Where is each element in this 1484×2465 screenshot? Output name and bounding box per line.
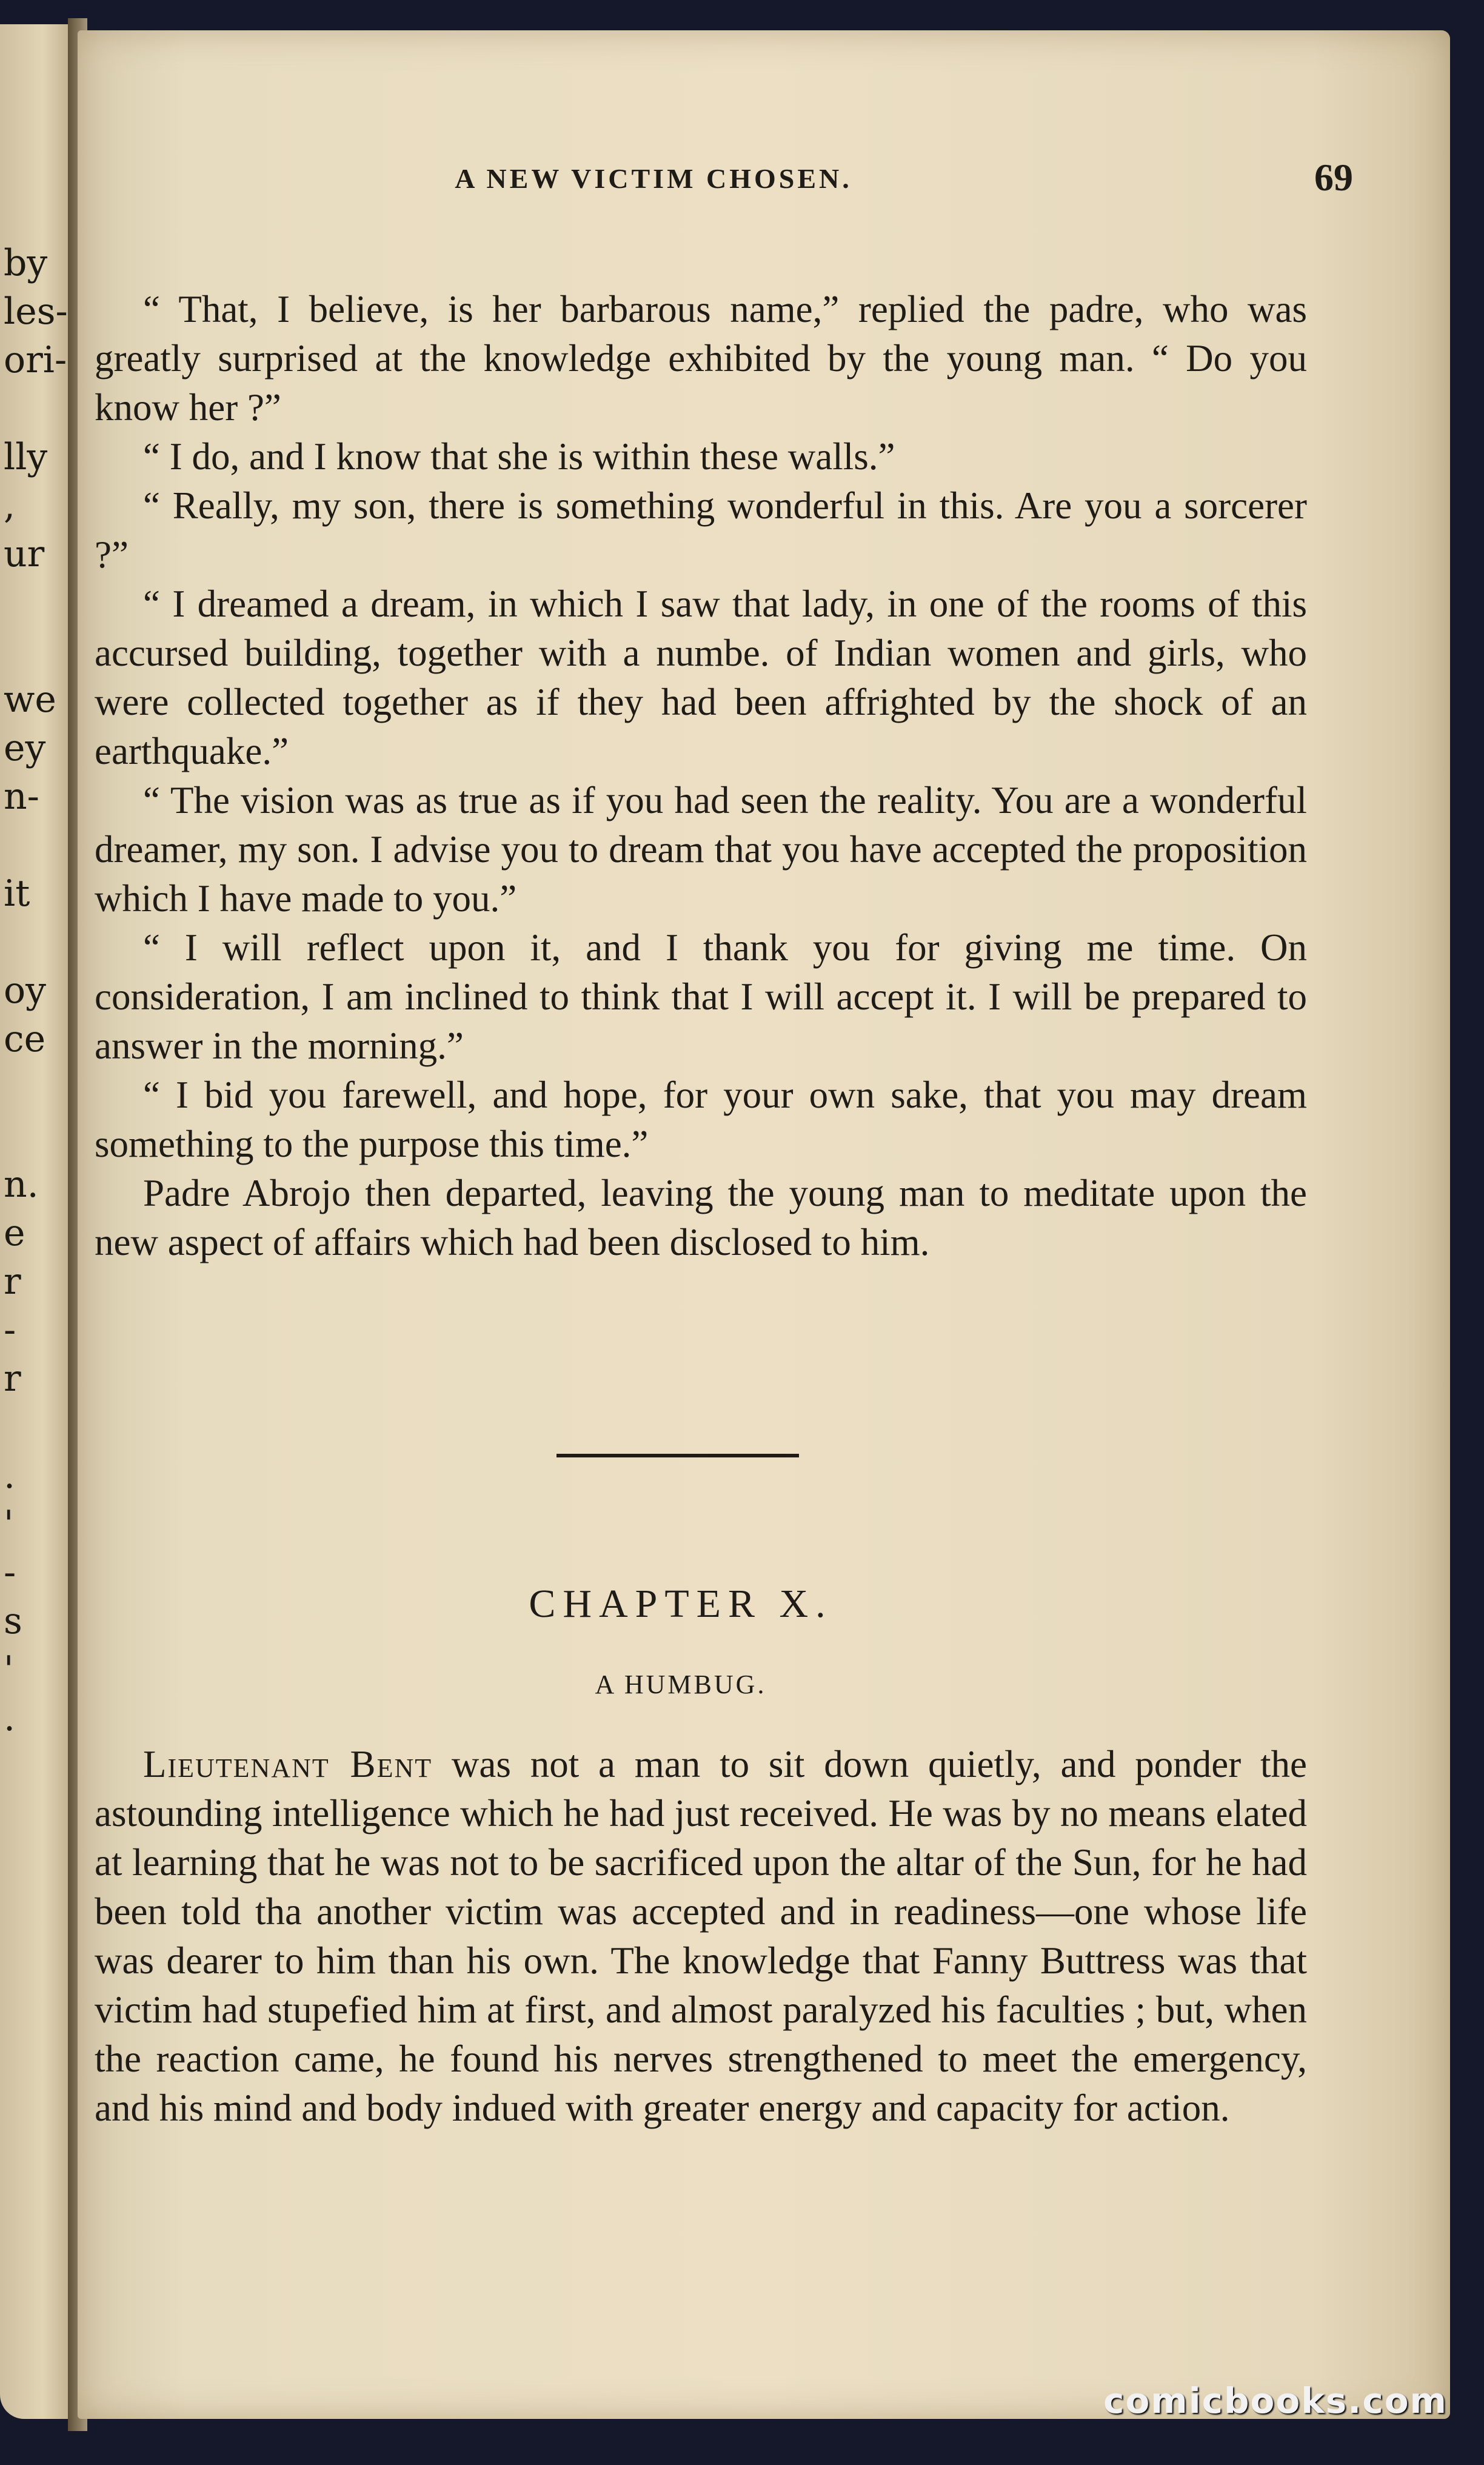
left-page-fragment: by <box>4 242 48 284</box>
left-page-fragment: s <box>4 1600 22 1642</box>
left-page-fragment: r <box>4 1260 21 1303</box>
paragraph: Padre Abrojo then departed, leaving the young man to meditate upon the new aspect of affairs which had been disclosed to him. <box>95 1172 1307 1263</box>
left-page-fragment: - <box>4 1551 16 1594</box>
left-page-fragment: - <box>4 1309 16 1351</box>
left-page-fragment: ce <box>4 1018 46 1060</box>
page-number: 69 <box>1314 156 1353 199</box>
paragraph: “ I bid you farewell, and hope, for your own sake, that you may dream something to the purpose this time.” <box>95 1074 1307 1165</box>
left-page-fragment: n- <box>4 775 39 818</box>
left-page-fragment: ey <box>4 727 46 769</box>
left-page-fragment: it <box>4 872 30 915</box>
running-head: A NEW VICTIM CHOSEN. <box>455 163 852 194</box>
paragraph <box>95 1740 1307 2133</box>
left-page-fragment: ori- <box>4 339 67 381</box>
left-page-fragment: les- <box>4 290 68 333</box>
left-page-fragment: n. <box>4 1163 39 1206</box>
left-page-fragment: . <box>4 1697 16 1739</box>
section-divider-rule <box>556 1454 799 1457</box>
left-page-fragment: we <box>4 678 56 721</box>
paragraph: “ I do, and I know that she is within these walls.” <box>143 435 895 478</box>
left-page-fragment: . <box>4 1454 16 1497</box>
paragraph: “ The vision was as true as if you had seen the reality. You are a wonderful dreamer, my son. I advise you to dream that you have accepted the proposition which I have made to you.” <box>95 779 1307 920</box>
book-page <box>78 30 1450 2419</box>
lead-in-small-caps: Lieutenant Bent <box>143 1743 433 1785</box>
left-page-fragment: , <box>4 484 16 527</box>
left-page-fragment: ur <box>4 533 45 575</box>
left-page-fragment: lly <box>4 436 48 478</box>
left-page-fragment: ' <box>4 1648 14 1691</box>
watermark-logo: comicbooks.com <box>1103 2380 1448 2421</box>
chapter-subtitle: A HUMBUG. <box>595 1670 767 1699</box>
paragraph: “ That, I believe, is her barbarous name,” replied the padre, who was greatly surprised at the knowledge exhibited by the young man. “ Do you know her ?” <box>95 288 1307 429</box>
left-page-fragment: r <box>4 1357 21 1400</box>
paragraph: “ Really, my son, there is something wonderful in this. Are you a sorcerer ?” <box>95 484 1307 576</box>
text-block-before-break <box>95 285 1307 1267</box>
chapter-heading: CHAPTER X. <box>529 1582 833 1626</box>
left-page-fragment: e <box>4 1212 25 1254</box>
paragraph: “ I dreamed a dream, in which I saw that lady, in one of the rooms of this accursed building, together with a numbe. of Indian women and girls, who were collected together as if they had been affrighted by the shock of an earthquake.” <box>95 583 1307 772</box>
chapter-opening-text <box>95 1740 1307 2133</box>
left-page-edge <box>0 24 78 2419</box>
paragraph: “ I will reflect upon it, and I thank you for giving me time. On consideration, I am inclined to think that I will accept it. I will be prepared to answer in the morning.” <box>95 926 1307 1067</box>
left-page-fragment: ' <box>4 1503 14 1545</box>
left-page-fragment: oy <box>4 969 47 1012</box>
paragraph-text: was not a man to sit down quietly, and ponder the astounding intelligence which he had just received. He was by no means elated at learning that he was not to be sacrificed upon the altar of the Sun, for he had been told tha another victim was accepted and in readiness—one whose life was dearer to him than his own. The knowledge that Fanny Buttress was that victim had stupefied him at first, and almost paralyzed his faculties ; but, when the reaction came, he found his nerves strengthened to meet the emergency, and his mind and body indued with greater energy and capacity for action. <box>95 1743 1307 2129</box>
